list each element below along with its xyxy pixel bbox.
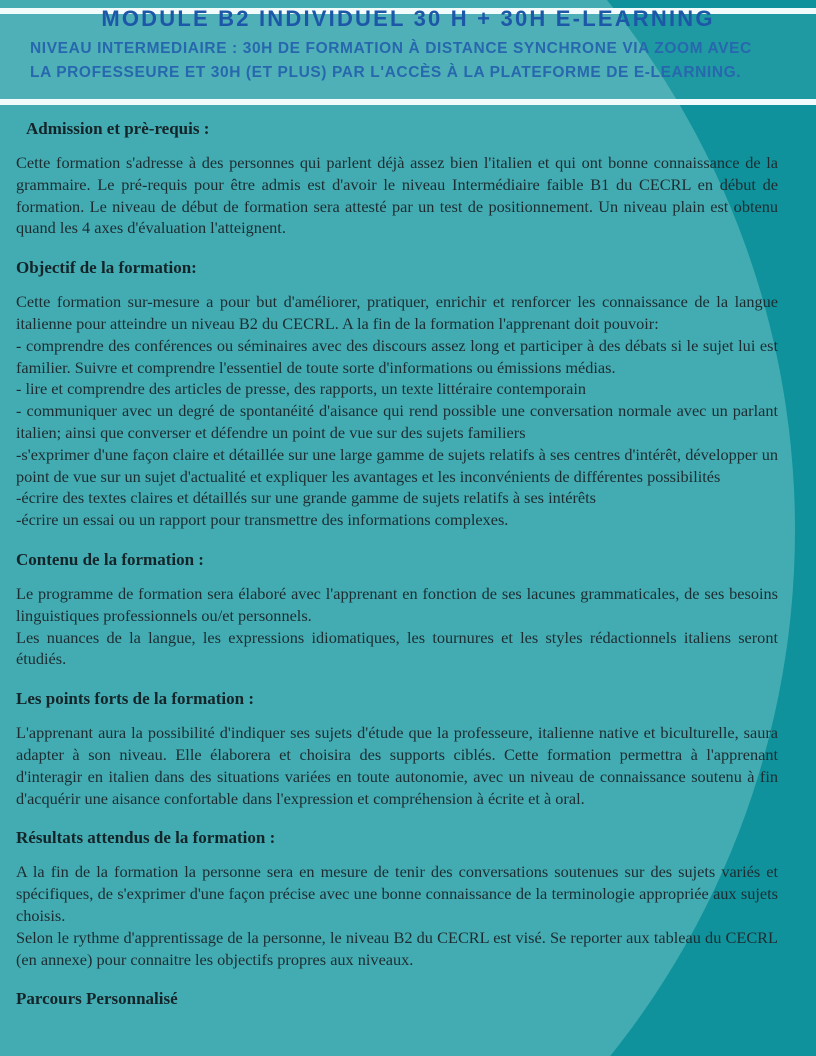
list-item: -écrire des textes claires et détaillés sur une grande gamme de sujets relatifs à ses intérêts [16,488,597,508]
section-heading: Contenu de la formation : [16,549,204,569]
section-heading: Résultats attendus de la formation : [16,828,276,848]
page-subtitle-line2: LA PROFESSEURE ET 30H (ET PLUS) PAR L'ACCÈS À LA PLATEFORME DE E-LEARNING. [30,64,742,81]
section-heading: Admission et prè-requis : [26,119,210,138]
section-admission [16,118,778,239]
paragraph: Le programme de formation sera élaboré avec l'apprenant en fonction de ses lacunes grammaticales, de ses besoins linguistiques professionnels ou/et personnels. [16,583,778,625]
document-body [16,112,778,1010]
list-item: - lire et comprendre des articles de presse, des rapports, un texte littéraire contemporain [16,379,587,399]
section-heading: Parcours Personnalisé [16,989,178,1009]
page-subtitle-line1: NIVEAU INTERMEDIAIRE : 30H DE FORMATION À DISTANCE SYNCHRONE VIA ZOOM AVEC [30,40,752,57]
page-title: MODULE B2 INDIVIDUEL 30 H + 30H E-LEARNING [101,6,715,31]
section-resultats [16,827,778,970]
section-contenu [16,549,778,670]
paragraph: Selon le rythme d'apprentissage de la personne, le niveau B2 du CECRL est visé. Se reporter aux tableau du CECRL (en annexe) pour connaitre les objectifs propres aux niveaux. [16,927,778,969]
paragraph: Cette formation sur-mesure a pour but d'améliorer, pratiquer, enrichir et renforcer les connaissance de la langue italienne pour atteindre un niveau B2 du CECRL. A la fin de la formation l'apprenant doit pouvoir: [16,292,778,333]
section-paragraphs [16,722,778,809]
header-bottom-stripe [0,99,816,105]
section-paragraphs [16,861,778,970]
section-objectif [16,257,778,531]
paragraph: A la fin de la formation la personne sera en mesure de tenir des conversations soutenues sur des sujets variés et spécifiques, de s'exprimer d'une façon précise avec une bonne connaissance de la terminologie appropriée aux sujets choisis. [16,862,778,925]
section-parcours [16,988,778,1010]
list-item: - comprendre des conférences ou séminaires avec des discours assez long et participer à des débats si le sujet lui est familier. Suivre et comprendre l'essentiel de toute sorte d'informations ou émissions médias. [16,335,778,377]
section-heading: Objectif de la formation: [16,258,197,278]
list-item: -s'exprimer d'une façon claire et détaillée sur une large gamme de sujets relatifs à ses centres d'intérêt, développer un point de vue sur un sujet d'actualité et expliquer les avantages et les inconvénients de différentes possibilités [16,444,778,486]
list-item: - communiquer avec un degré de spontanéité d'aisance qui rend possible une conversation normale avec un parlant italien; ainsi que converser et défendre un point de vue sur des sujets familiers [16,401,778,442]
section-paragraphs [16,583,778,670]
paragraph: Les nuances de la langue, les expressions idiomatiques, les tournures et les styles rédactionnels italiens seront étudiés. [16,627,778,669]
section-points-forts [16,688,778,809]
section-paragraphs [16,152,778,239]
section-heading: Les points forts de la formation : [16,689,254,709]
section-paragraphs [16,291,778,531]
paragraph: L'apprenant aura la possibilité d'indiquer ses sujets d'étude que la professeure, italienne native et biculturelle, saura adapter à son niveau. Elle élaborera et choisira des supports ciblés. Cette formation permettra à l'apprenant d'interagir en italien dans des situations variées en toute autonomie, avec un niveau de connaissance soutenu à fin d'acquérir une aisance confortable dans l'expression et compréhension à écrite et à oral. [16,723,778,808]
paragraph: Cette formation s'adresse à des personnes qui parlent déjà assez bien l'italien et qui ont bonne connaissance de la grammaire. Le pré-requis pour être admis est d'avoir le niveau Intermédiaire faible B1 du CECRL en début de formation. Le niveau de début de formation sera attesté par un test de positionnement. Un niveau plain est obtenu quand les 4 axes d'évaluation l'atteignent. [16,153,778,238]
list-item: -écrire un essai ou un rapport pour transmettre des informations complexes. [16,510,509,530]
